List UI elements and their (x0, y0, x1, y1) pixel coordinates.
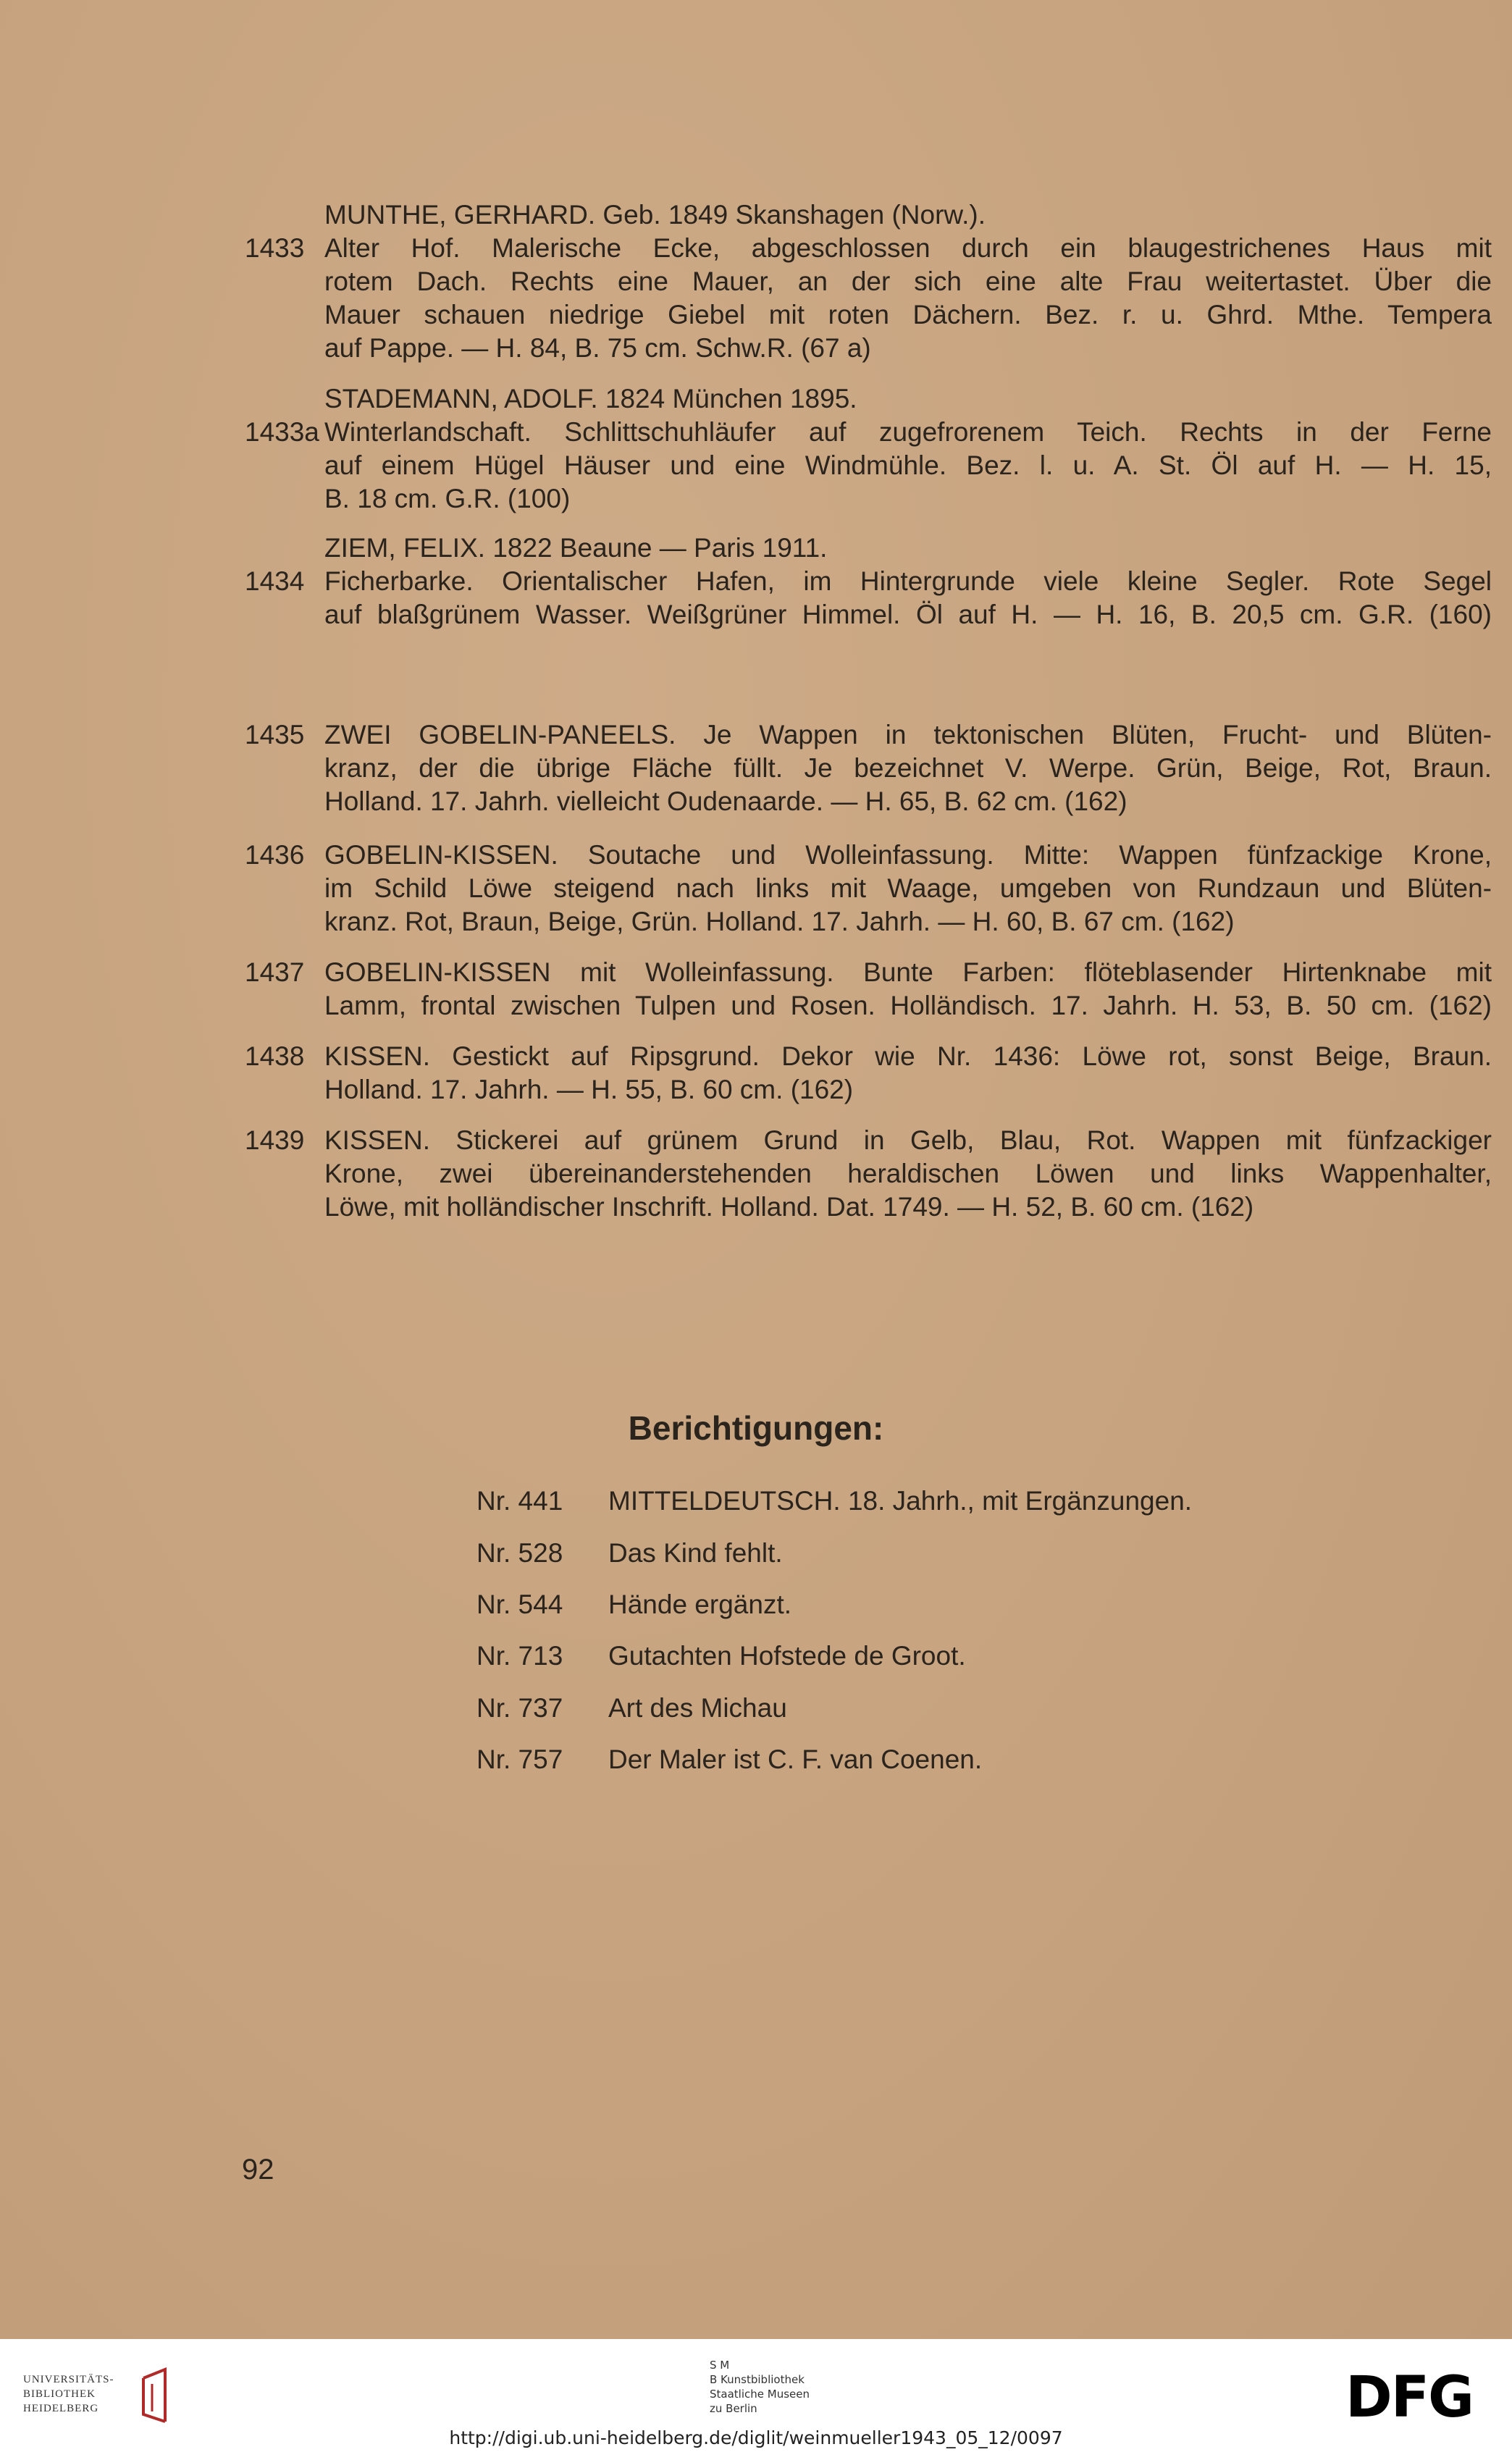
museum-line: S M (710, 2359, 730, 2372)
lot-number: 1438 (245, 1041, 305, 1071)
entry-line: Krone, zwei übereinanderstehenden heraldischen Löwen und links Wappenhalter, (324, 1159, 1492, 1188)
university-library-label[interactable] (23, 2372, 114, 2416)
entry-line: GOBELIN-KISSEN mit Wolleinfassung. Bunte Farben: flöteblasender Hirtenknabe mit (324, 957, 1492, 987)
entry-line: B. 18 cm. G.R. (100) (324, 484, 571, 513)
lot-number: 1436 (245, 840, 305, 870)
entry-line: im Schild Löwe steigend nach links mit Waage, umgeben von Rundzaun und Blüten- (324, 873, 1492, 903)
entry-line: Winterlandschaft. Schlittschuhläufer auf zugefrorenem Teich. Rechts in der Ferne (324, 417, 1492, 447)
museum-line: Staatliche Museen (710, 2388, 810, 2401)
lot-number: 1434 (245, 566, 305, 596)
correction-number: Nr. 441 (476, 1486, 563, 1516)
lot-number: 1433a (245, 417, 319, 447)
university-logo-icon[interactable] (136, 2364, 180, 2429)
entry-line: Alter Hof. Malerische Ecke, abgeschlossen durch ein blaugestrichenes Haus mit (324, 233, 1492, 263)
entry-line: KISSEN. Gestickt auf Ripsgrund. Dekor wie Nr. 1436: Löwe rot, sonst Beige, Braun. (324, 1041, 1492, 1071)
entry-line: kranz, der die übrige Fläche füllt. Je bezeichnet V. Werpe. Grün, Beige, Rot, Braun. (324, 753, 1492, 783)
source-url-link[interactable]: http://digi.ub.uni-heidelberg.de/diglit/weinmueller1943_05_12/0097 (449, 2427, 1063, 2448)
university-line: UNIVERSITÄTS- (23, 2374, 114, 2385)
entry-line: Ficherbarke. Orientalischer Hafen, im Hintergrunde viele kleine Segler. Rote Segel (324, 566, 1492, 596)
correction-text: Der Maler ist C. F. van Coenen. (608, 1744, 983, 1774)
entry-line: Holland. 17. Jahrh. vielleicht Oudenaarde. — H. 65, B. 62 cm. (162) (324, 786, 1127, 816)
correction-number: Nr. 737 (476, 1693, 563, 1723)
lot-number: 1435 (245, 720, 305, 750)
correction-number: Nr. 528 (476, 1538, 563, 1568)
university-line: HEIDELBERG (23, 2403, 99, 2414)
footer-bar (0, 2339, 1512, 2452)
entry-line: auf blaßgrünem Wasser. Weißgrüner Himmel. Öl auf H. — H. 16, B. 20,5 cm. G.R. (160) (324, 600, 1492, 629)
correction-text: Das Kind fehlt. (608, 1538, 783, 1568)
correction-number: Nr. 544 (476, 1590, 563, 1619)
artist-heading: ZIEM, FELIX. 1822 Beaune — Paris 1911. (324, 533, 828, 563)
correction-text: Art des Michau (608, 1693, 787, 1723)
entry-line: rotem Dach. Rechts eine Mauer, an der sich eine alte Frau weitertastet. Über die (324, 266, 1492, 296)
lot-number: 1439 (245, 1125, 305, 1155)
artist-heading: MUNTHE, GERHARD. Geb. 1849 Skanshagen (Norw.). (324, 200, 986, 230)
entry-line: GOBELIN-KISSEN. Soutache und Wolleinfassung. Mitte: Wappen fünfzackige Krone, (324, 840, 1492, 870)
entry-line: Lamm, frontal zwischen Tulpen und Rosen. Holländisch. 17. Jahrh. H. 53, B. 50 cm. (162) (324, 991, 1492, 1020)
dfg-logo[interactable]: DFG (1345, 2365, 1474, 2430)
page-number: 92 (242, 2154, 274, 2186)
university-line: BIBLIOTHEK (23, 2388, 96, 2400)
entry-line: auf einem Hügel Häuser und eine Windmühle. Bez. l. u. A. St. Öl auf H. — H. 15, (324, 450, 1492, 480)
artist-heading: STADEMANN, ADOLF. 1824 München 1895. (324, 384, 857, 413)
lot-number: 1433 (245, 233, 305, 263)
entry-line: auf Pappe. — H. 84, B. 75 cm. Schw.R. (67 a) (324, 333, 871, 363)
correction-number: Nr. 757 (476, 1744, 563, 1774)
museum-line: B Kunstbibliothek (710, 2373, 805, 2386)
correction-text: Gutachten Hofstede de Groot. (608, 1641, 966, 1671)
museum-line: zu Berlin (710, 2402, 757, 2415)
entry-line: Löwe, mit holländischer Inschrift. Holland. Dat. 1749. — H. 52, B. 60 cm. (162) (324, 1192, 1254, 1222)
entry-line: Mauer schauen niedrige Giebel mit roten Dächern. Bez. r. u. Ghrd. Mthe. Tempera (324, 300, 1492, 329)
correction-number: Nr. 713 (476, 1641, 563, 1671)
corrections-heading: Berichtigungen: (628, 1409, 884, 1447)
correction-text: MITTELDEUTSCH. 18. Jahrh., mit Ergänzungen. (608, 1486, 1193, 1516)
entry-line: KISSEN. Stickerei auf grünem Grund in Gelb, Blau, Rot. Wappen mit fünfzackiger (324, 1125, 1492, 1155)
museum-label[interactable] (710, 2358, 810, 2416)
correction-text: Hände ergänzt. (608, 1590, 792, 1619)
entry-line: ZWEI GOBELIN-PANEELS. Je Wappen in tektonischen Blüten, Frucht- und Blüten- (324, 720, 1492, 750)
entry-line: kranz. Rot, Braun, Beige, Grün. Holland. 17. Jahrh. — H. 60, B. 67 cm. (162) (324, 907, 1235, 936)
entry-line: Holland. 17. Jahrh. — H. 55, B. 60 cm. (162) (324, 1075, 854, 1104)
lot-number: 1437 (245, 957, 305, 987)
